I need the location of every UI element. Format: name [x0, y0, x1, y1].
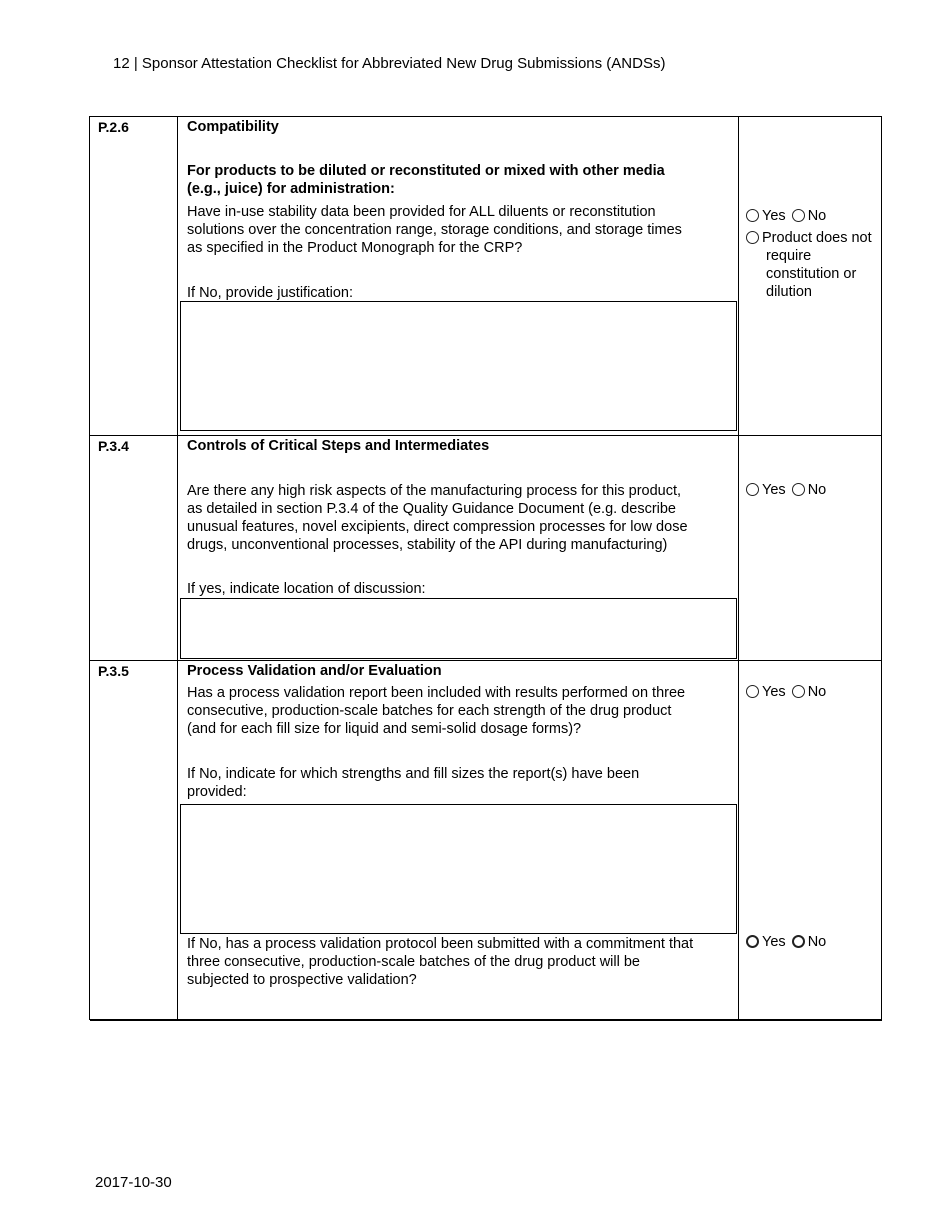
p35-protocol-answer-options: [746, 933, 828, 951]
radio-circle-icon: [792, 685, 805, 698]
no-radio[interactable]: No: [792, 933, 827, 951]
section-subtitle-1: For products to be diluted or reconstituted or mixed with other media: [187, 163, 665, 179]
question-line-2: solutions over the concentration range, storage conditions, and storage times: [187, 222, 682, 238]
protocol-line-3: subjected to prospective validation?: [187, 972, 417, 988]
p34-answer-options: [746, 481, 828, 499]
question-line-3: unusual features, novel excipients, direct compression processes for low dose: [187, 519, 688, 535]
no-radio[interactable]: No: [792, 683, 827, 701]
justification-input[interactable]: [180, 301, 737, 431]
section-title: Process Validation and/or Evaluation: [187, 663, 442, 679]
yes-radio[interactable]: Yes: [746, 207, 786, 225]
p26-answer-options: [746, 207, 950, 301]
question-line-3: as specified in the Product Monograph for the CRP?: [187, 240, 523, 256]
justification-label: If No, provide justification:: [187, 285, 354, 301]
question-line-4: drugs, unconventional processes, stability of the API during manufacturing): [187, 537, 668, 553]
strengths-label-2: provided:: [187, 784, 247, 800]
no-radio[interactable]: No: [792, 207, 827, 225]
strengths-label-1: If No, indicate for which strengths and fill sizes the report(s) have been: [187, 766, 640, 782]
location-label: If yes, indicate location of discussion:: [187, 581, 426, 597]
question-line-3: (and for each fill size for liquid and semi-solid dosage forms)?: [187, 721, 582, 737]
section-title: Controls of Critical Steps and Intermediates: [187, 438, 490, 454]
protocol-line-1: If No, has a process validation protocol been submitted with a commitment that: [187, 936, 694, 952]
strengths-input[interactable]: [180, 804, 737, 934]
question-line-1: Has a process validation report been included with results performed on three: [187, 685, 686, 701]
radio-circle-icon: [746, 685, 759, 698]
section-code: P.2.6: [98, 119, 129, 135]
page-header: 12 | Sponsor Attestation Checklist for Abbreviated New Drug Submissions (ANDSs): [113, 55, 666, 72]
not-applicable-radio[interactable]: Product does not require constitution or dilution: [746, 229, 872, 301]
question-line-1: Have in-use stability data been provided for ALL diluents or reconstitution: [187, 204, 656, 220]
p35-answer-options: [746, 683, 828, 701]
section-title: Compatibility: [187, 119, 279, 135]
footer-date: 2017-10-30: [95, 1174, 172, 1191]
question-line-2: as detailed in section P.3.4 of the Quality Guidance Document (e.g. describe: [187, 501, 676, 517]
yes-radio[interactable]: Yes: [746, 933, 786, 951]
section-code: P.3.5: [98, 663, 129, 679]
location-input[interactable]: [180, 598, 737, 659]
radio-circle-icon: [746, 935, 759, 948]
section-subtitle-2: (e.g., juice) for administration:: [187, 181, 395, 197]
no-radio[interactable]: No: [792, 481, 827, 499]
protocol-line-2: three consecutive, production-scale batches of the drug product will be: [187, 954, 640, 970]
yes-radio[interactable]: Yes: [746, 683, 786, 701]
radio-circle-icon: [792, 935, 805, 948]
radio-circle-icon: [746, 209, 759, 222]
radio-circle-icon: [746, 483, 759, 496]
yes-radio[interactable]: Yes: [746, 481, 786, 499]
radio-circle-icon: [792, 209, 805, 222]
radio-circle-icon: [746, 231, 759, 244]
section-code: P.3.4: [98, 438, 129, 454]
radio-circle-icon: [792, 483, 805, 496]
question-line-2: consecutive, production-scale batches for each strength of the drug product: [187, 703, 672, 719]
question-line-1: Are there any high risk aspects of the manufacturing process for this product,: [187, 483, 682, 499]
